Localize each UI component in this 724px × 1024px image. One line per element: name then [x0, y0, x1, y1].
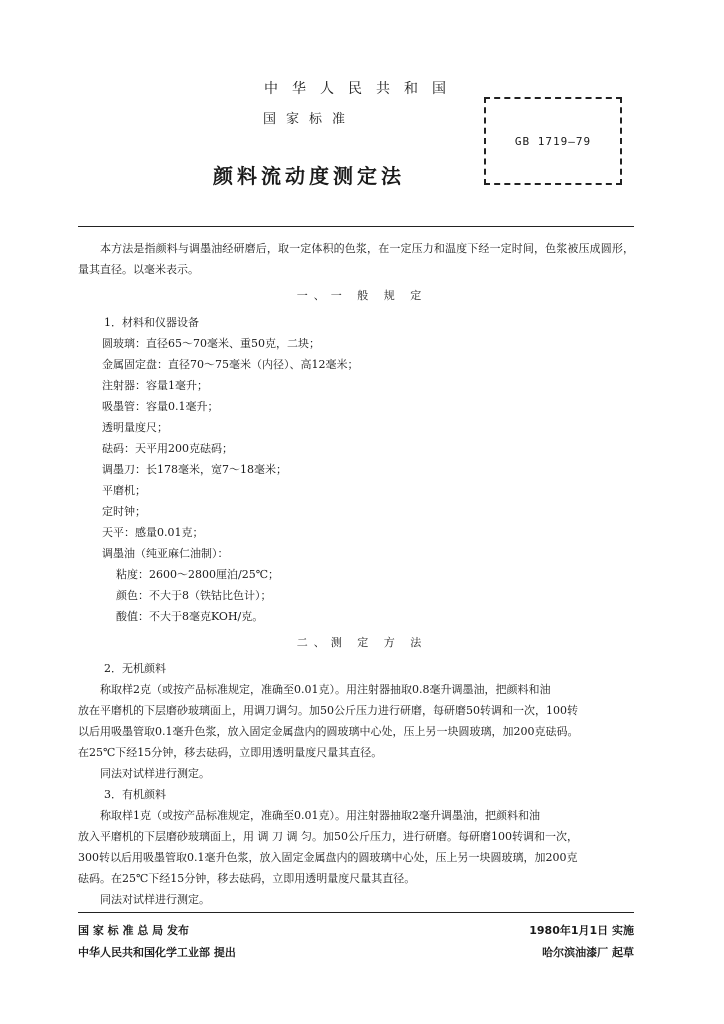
sub-list-item: 酸值：不大于8毫克KOH/克。: [116, 610, 264, 623]
section2-heading: 二、测 定 方 法: [296, 636, 428, 649]
list-item: 天平：感量0.01克；: [102, 526, 204, 539]
list-item: 调墨刀：长178毫米，宽7～18毫米；: [102, 463, 287, 476]
paragraph-line: 称取样1克（或按产品标准规定，准确至0.01克）。用注射器抽取2毫升调墨油，把颜料和油: [100, 809, 540, 822]
standard-category: 国家标准: [262, 112, 355, 127]
paragraph-line: 放入平磨机的下层磨砂玻璃面上，用 调 刀 调 匀。加50公斤压力，进行研磨。每研磨100转调和一次，: [78, 830, 578, 843]
list-item: 平磨机；: [102, 484, 146, 497]
issuer-line: 国 家 标 准 总 局 发布: [78, 924, 189, 937]
footer-divider: [78, 912, 634, 913]
paragraph-line: 砝码。在25℃下经15分钟，移去砝码，立即用透明量度尺量其直径。: [78, 872, 416, 885]
drafter-line: 哈尔滨油漆厂 起草: [542, 946, 634, 959]
country-heading: 中华人民共和国: [264, 81, 460, 97]
list-item: 圆玻璃：直径65～70毫米、重50克，二块；: [102, 337, 320, 350]
standard-number: GB 1719—79: [514, 134, 592, 148]
inorganic-title: 2．无机颜料: [104, 662, 166, 675]
standard-number-box: [484, 97, 622, 185]
organic-title: 3．有机颜料: [104, 788, 166, 801]
section1-heading: 一、一 般 规 定: [296, 289, 428, 302]
paragraph-line: 同法对试样进行测定。: [100, 767, 210, 780]
list-item: 定时钟；: [102, 505, 146, 518]
paragraph-line: 以后用吸墨管取0.1毫升色浆，放入固定金属盘内的圆玻璃中心处，压上另一块圆玻璃，加200克砝码。: [78, 725, 579, 738]
sub-list-item: 粘度：2600～2800厘泊/25℃；: [116, 568, 279, 581]
list-item: 透明量度尺；: [102, 421, 168, 434]
list-item: 注射器：容量1毫升；: [102, 379, 208, 392]
sub-list-item: 颜色：不大于8（铁钴比色计）；: [116, 589, 272, 602]
paragraph-line: 称取样2克（或按产品标准规定，准确至0.01克）。用注射器抽取0.8毫升调墨油，把颜料和油: [100, 683, 551, 696]
list-item: 调墨油（纯亚麻仁油制）：: [102, 547, 229, 560]
page-title: 颜料流动度测定法: [213, 164, 405, 188]
paragraph-line: 在25℃下经15分钟，移去砝码，立即用透明量度尺量其直径。: [78, 746, 383, 759]
intro-paragraph: 本方法是指颜料与调墨油经研磨后，取一定体积的色浆，在一定压力和温度下经一定时间，色浆被压成圆形，量其直径。以毫米表示。: [78, 242, 634, 276]
list-item: 吸墨管：容量0.1毫升；: [102, 400, 219, 413]
top-divider: [78, 226, 634, 227]
materials-title: 1．材料和仪器设备: [104, 316, 199, 329]
paragraph-line: 300转以后用吸墨管取0.1毫升色浆，放入固定金属盘内的圆玻璃中心处，压上另一块圆玻璃，加200克: [78, 851, 578, 864]
paragraph-line: 放在平磨机的下层磨砂玻璃面上，用调刀调匀。加50公斤压力进行研磨，每研磨50转调和一次，100转: [78, 704, 578, 717]
effective-date: 1980年1月1日 实施: [529, 924, 634, 937]
proposer-line: 中华人民共和国化学工业部 提出: [78, 946, 236, 959]
paragraph-line: 同法对试样进行测定。: [100, 893, 210, 906]
list-item: 砝码：天平用200克砝码；: [102, 442, 233, 455]
list-item: 金属固定盘：直径70～75毫米（内径）、高12毫米；: [102, 358, 359, 371]
